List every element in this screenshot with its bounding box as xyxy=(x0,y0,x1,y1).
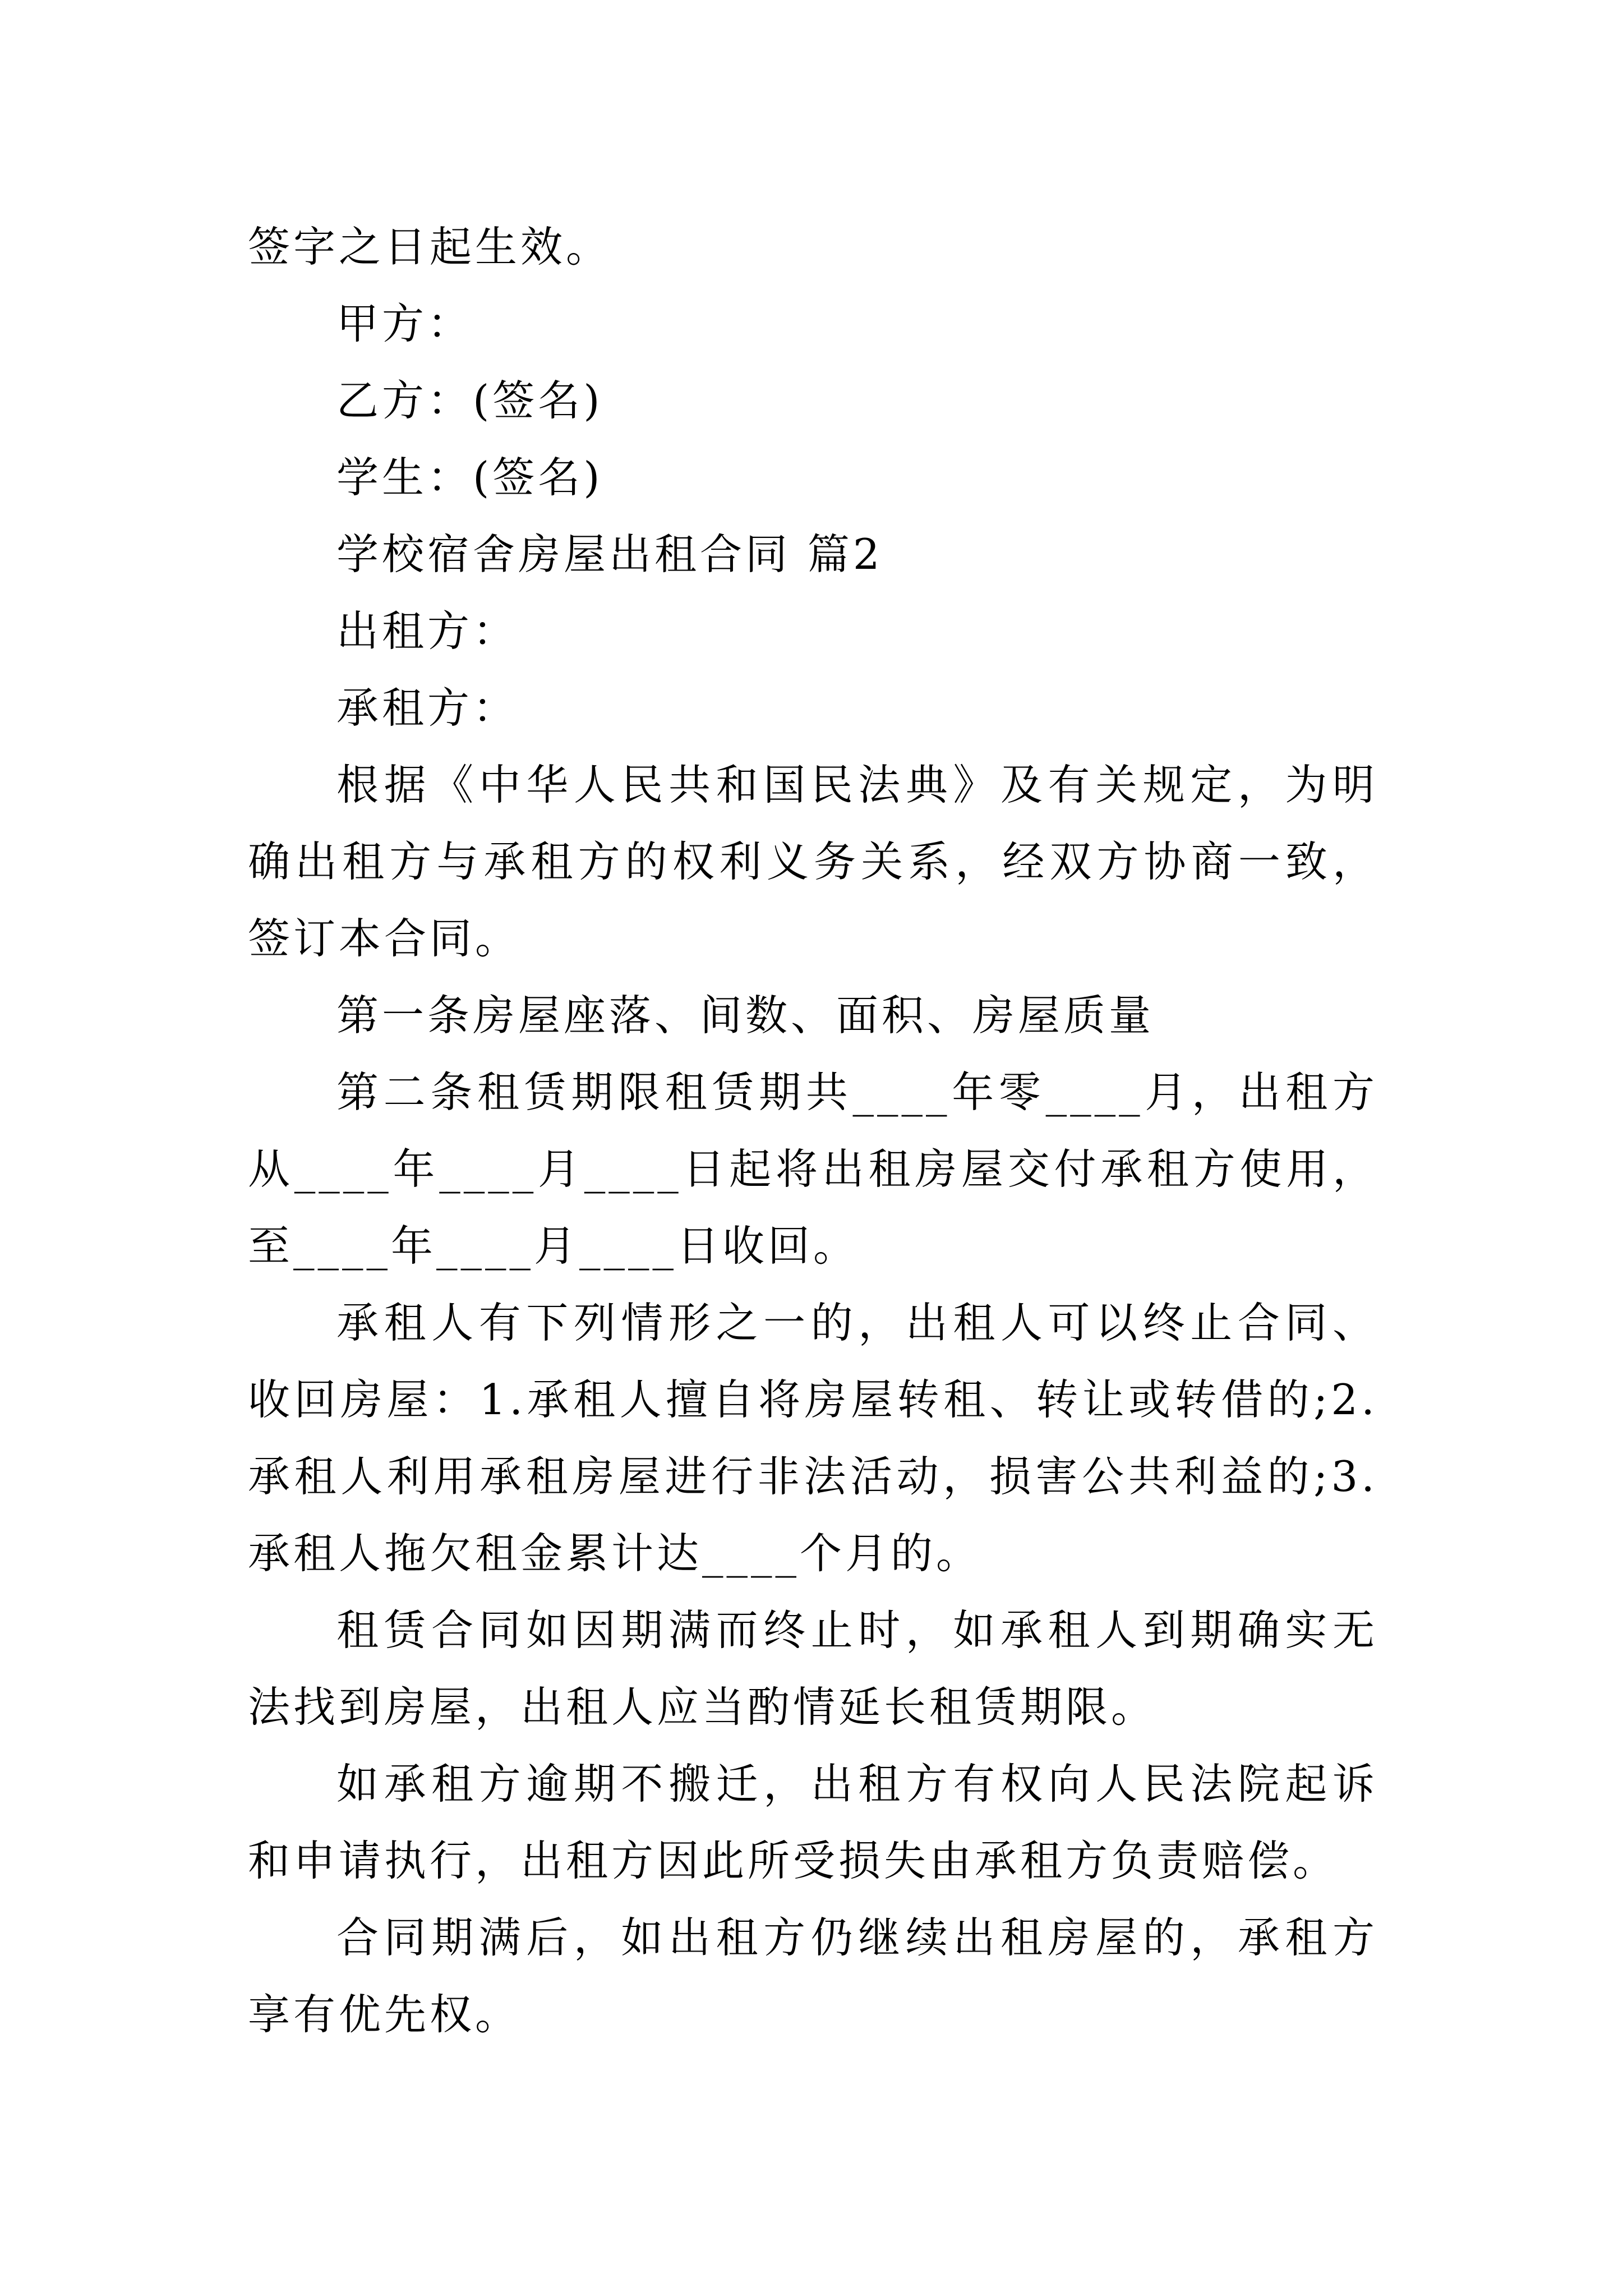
paragraph-termination: 承租人有下列情形之一的，出租人可以终止合同、收回房屋：1.承租人擅自将房屋转租、转让或转借的;2.承租人利用承租房屋进行非法活动，损害公共利益的;3.承租人拖欠租金累计达____个月的。 xyxy=(248,1298,1378,1578)
party-a-line: 甲方： xyxy=(336,299,473,348)
lessee-line: 承租方： xyxy=(336,683,519,733)
paragraph-priority: 合同期满后，如出租方仍继续出租房屋的，承租方享有优先权。 xyxy=(248,1913,1378,2039)
paragraph-article-two: 第二条租赁期限租赁期共____年零____月，出租方从____年____月____日起将出租房屋交付承租方使用，至____年____月____日收回。 xyxy=(248,1068,1378,1271)
party-b-line: 乙方：(签名) xyxy=(336,376,603,425)
paragraph-legal-basis: 根据《中华人民共和国民法典》及有关规定，为明确出租方与承租方的权利义务关系，经双方协商一致，签订本合同。 xyxy=(248,760,1378,963)
paragraph-article-one: 第一条房屋座落、间数、面积、房屋质量 xyxy=(336,991,1155,1040)
paragraph-overdue: 如承租方逾期不搬迁，出租方有权向人民法院起诉和申请执行，出租方因此所受损失由承租方负责赔偿。 xyxy=(248,1759,1378,1885)
continuation-text: 签字之日起生效。 xyxy=(248,222,612,272)
section-title: 学校宿舍房屋出租合同 篇2 xyxy=(336,530,883,579)
document-body xyxy=(248,209,1378,2053)
lessor-line: 出租方： xyxy=(336,606,519,656)
paragraph-extension: 租赁合同如因期满而终止时，如承租人到期确实无法找到房屋，出租人应当酌情延长租赁期限。 xyxy=(248,1605,1378,1732)
student-line: 学生：(签名) xyxy=(336,453,603,502)
